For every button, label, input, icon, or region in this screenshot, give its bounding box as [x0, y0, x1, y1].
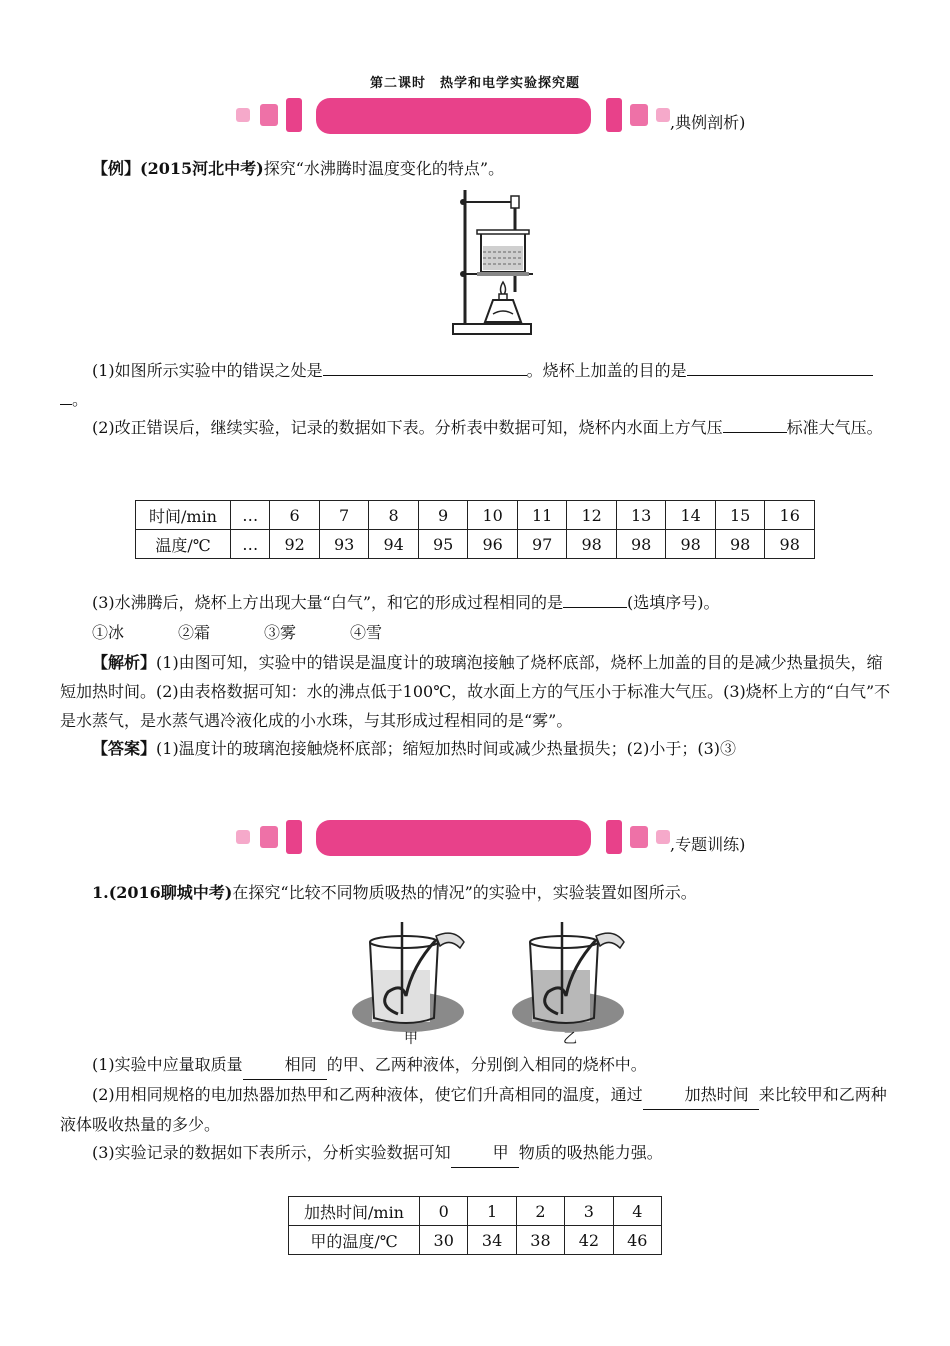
exercise-question-2: (2)用相同规格的电加热器加热甲和乙两种液体，使它们升高相同的温度，通过 加热时间 来比较甲和乙两种液体吸收热量的多少。 — [60, 1080, 896, 1139]
table-row — [289, 1197, 662, 1226]
section-label: ,典例剖析) — [670, 113, 746, 132]
example-question-1: (1)如图所示实验中的错误之处是 。烧杯上加盖的目的是 。 — [60, 356, 896, 414]
banner-square-deco — [286, 820, 302, 854]
row-header: 甲的温度/℃ — [289, 1226, 420, 1255]
table-row — [136, 501, 815, 530]
table-cell: 42 — [565, 1226, 613, 1255]
answer-blank[interactable] — [723, 414, 787, 433]
filled-answer: 甲 — [451, 1138, 519, 1168]
heating-data-table — [288, 1196, 662, 1255]
table-cell: 95 — [418, 530, 468, 559]
table-cell: 12 — [567, 501, 617, 530]
row-header: 温度/℃ — [136, 530, 231, 559]
table-cell: 98 — [616, 530, 666, 559]
table-cell: 7 — [319, 501, 369, 530]
banner-square-deco — [260, 104, 278, 126]
table-cell: 30 — [420, 1226, 468, 1255]
table-cell: 92 — [270, 530, 320, 559]
banner-square-deco — [286, 98, 302, 132]
table-cell: 16 — [765, 501, 815, 530]
banner-square-deco — [656, 108, 670, 122]
table-cell: 96 — [468, 530, 518, 559]
table-cell: 15 — [715, 501, 765, 530]
analysis-tag: 【解析】 — [92, 653, 157, 672]
option-item: ④雪 — [350, 623, 383, 642]
analysis-text: (1)由图可知，实验中的错误是温度计的玻璃泡接触了烧杯底部，烧杯上加盖的目的是减少热量损失，缩短加热时间。(2)由表格数据可知：水的沸点低于100℃，故水面上方的气压小于标准大气压。(3)烧杯上方的“白气”不是水蒸气，是水蒸气遇冷液化成的小水珠，与其形成过程相同的是“雾”。 — [60, 653, 891, 730]
exercise-number: 1. — [92, 883, 109, 902]
exercise-question-3: (3)实验记录的数据如下表所示，分析实验数据可知 甲 物质的吸热能力强。 — [60, 1138, 896, 1168]
analysis-paragraph — [60, 648, 896, 735]
banner-bar — [316, 98, 591, 134]
banner-square-deco — [606, 820, 622, 854]
table-cell: 14 — [666, 501, 716, 530]
table-cell: 2 — [516, 1197, 564, 1226]
table-cell: 38 — [516, 1226, 564, 1255]
example-source: (2015河北中考) — [140, 159, 264, 178]
heating-beakers-figure — [348, 918, 638, 1046]
table-cell: 97 — [517, 530, 567, 559]
answer-tag: 【答案】 — [92, 739, 157, 758]
table-cell: 3 — [565, 1197, 613, 1226]
table-cell: … — [231, 501, 270, 530]
table-cell: 13 — [616, 501, 666, 530]
table-cell: 8 — [369, 501, 419, 530]
banner-square-deco — [260, 826, 278, 848]
option-item: ①冰 — [92, 623, 125, 642]
banner-bar — [316, 820, 591, 856]
boiling-apparatus-figure — [445, 182, 537, 338]
option-list — [92, 618, 436, 647]
banner-square-deco — [606, 98, 622, 132]
table-cell: 98 — [715, 530, 765, 559]
table-cell: 94 — [369, 530, 419, 559]
banner-square-deco — [630, 826, 648, 848]
exercise-source: (2016聊城中考) — [108, 883, 233, 902]
section-banner-exercises — [236, 818, 756, 860]
table-cell: 0 — [420, 1197, 468, 1226]
example-prompt — [60, 154, 896, 183]
example-tag: 【例】 — [92, 159, 141, 178]
filled-answer: 加热时间 — [643, 1080, 759, 1110]
banner-square-deco — [656, 830, 670, 844]
table-cell: … — [231, 530, 270, 559]
answer-blank[interactable] — [687, 357, 873, 376]
table-cell: 6 — [270, 501, 320, 530]
table-cell: 98 — [666, 530, 716, 559]
row-header: 加热时间/min — [289, 1197, 420, 1226]
banner-square-deco — [236, 108, 250, 122]
banner-square-deco — [630, 104, 648, 126]
section-label: ,专题训练) — [670, 835, 746, 854]
figure-label-yi: 乙 — [563, 1031, 577, 1047]
exercise-question-1: (1)实验中应量取质量 相同 的甲、乙两种液体，分别倒入相同的烧杯中。 — [60, 1050, 896, 1080]
table-cell: 34 — [468, 1226, 516, 1255]
answer-blank[interactable] — [563, 589, 627, 608]
filled-answer: 相同 — [243, 1050, 327, 1080]
example-text: 探究“水沸腾时温度变化的特点”。 — [263, 159, 505, 178]
figure-label-jia: 甲 — [404, 1031, 418, 1047]
answer-text: (1)温度计的玻璃泡接触烧杯底部；缩短加热时间或减少热量损失；(2)小于；(3)③ — [156, 739, 737, 758]
table-cell: 93 — [319, 530, 369, 559]
banner-square-deco — [236, 830, 250, 844]
table-cell: 46 — [613, 1226, 661, 1255]
table-cell: 98 — [567, 530, 617, 559]
table-cell: 9 — [418, 501, 468, 530]
exercise-text: 在探究“比较不同物质吸热的情况”的实验中，实验装置如图所示。 — [232, 883, 697, 902]
answer-paragraph — [60, 734, 896, 763]
option-item: ③雾 — [264, 623, 297, 642]
table-cell: 4 — [613, 1197, 661, 1226]
table-cell: 1 — [468, 1197, 516, 1226]
answer-blank[interactable] — [60, 386, 72, 405]
table-cell: 11 — [517, 501, 567, 530]
table-cell: 98 — [765, 530, 815, 559]
table-row — [136, 530, 815, 559]
exercise-1-prompt — [60, 878, 896, 907]
table-cell: 10 — [468, 501, 518, 530]
example-question-3: (3)水沸腾后，烧杯上方出现大量“白气”，和它的形成过程相同的是 (选填序号)。 — [60, 588, 896, 617]
row-header: 时间/min — [136, 501, 231, 530]
option-item: ②霜 — [178, 623, 211, 642]
boiling-data-table — [135, 500, 815, 559]
lesson-title: 第二课时 热学和电学实验探究题 — [369, 76, 580, 91]
table-row — [289, 1226, 662, 1255]
answer-blank[interactable] — [323, 357, 527, 376]
section-banner-example — [236, 96, 756, 138]
example-question-2: (2)改正错误后，继续实验，记录的数据如下表。分析表中数据可知，烧杯内水面上方气压 标准大气压。 — [60, 413, 896, 442]
